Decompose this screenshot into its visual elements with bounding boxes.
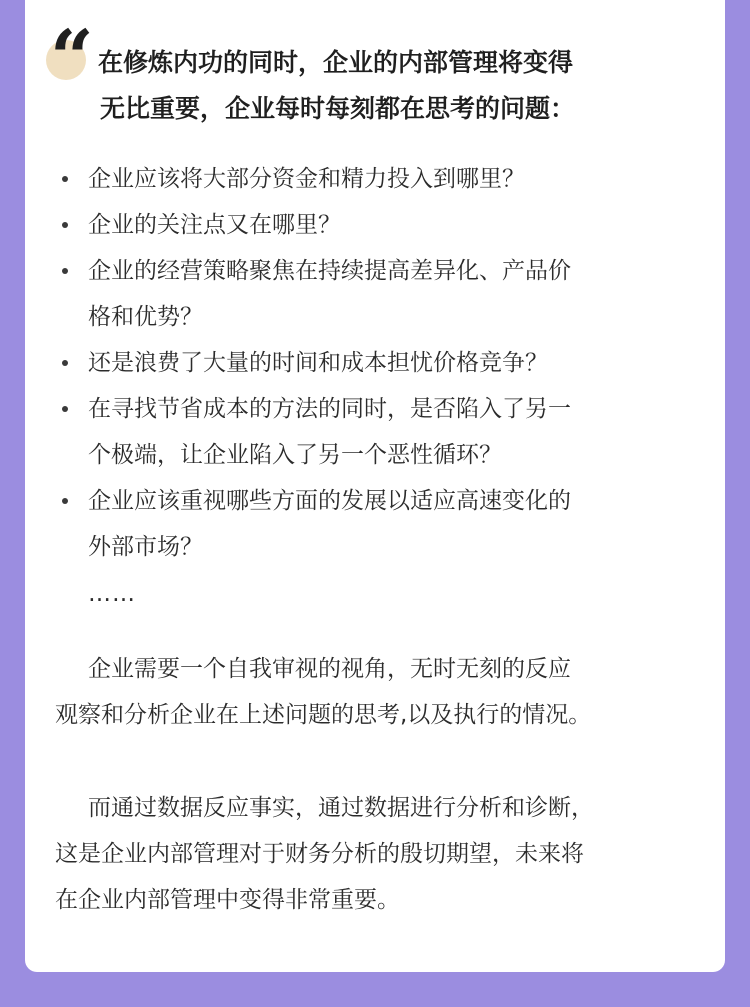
question-text-continued: 格和优势？ [88, 304, 203, 330]
paragraph-line: 观察和分析企业在上述问题的思考,以及执行的情况。 [55, 702, 592, 728]
paragraph-2 [55, 785, 705, 923]
paragraph-line: 这是企业内部管理对于财务分析的殷切期望，未来将 [55, 841, 584, 867]
question-text: 企业的关注点又在哪里？ [88, 212, 341, 238]
question-item [58, 202, 698, 248]
question-item [58, 248, 698, 340]
bullet-dot-icon [62, 176, 68, 182]
question-text: 在寻找节省成本的方法的同时，是否陷入了另一 [88, 396, 571, 422]
bullet-dot-icon [62, 268, 68, 274]
question-text-continued: 外部市场？ [88, 534, 203, 560]
question-text: 企业应该将大部分资金和精力投入到哪里？ [88, 166, 525, 192]
question-text: 企业应该重视哪些方面的发展以适应高速变化的 [88, 488, 571, 514]
list-ellipsis: …… [88, 581, 136, 607]
bullet-dot-icon [62, 498, 68, 504]
paragraph-1 [55, 646, 705, 738]
question-item [58, 386, 698, 478]
heading-line-2: 无比重要，企业每时每刻都在思考的问题： [100, 94, 576, 123]
bullet-dot-icon [62, 360, 68, 366]
quote-icon-glyph: “ [50, 13, 94, 102]
paragraph-line: 企业需要一个自我审视的视角，无时无刻的反应 [88, 656, 571, 682]
heading-line-1: 在修炼内功的同时，企业的内部管理将变得 [98, 48, 574, 77]
question-text: 企业的经营策略聚焦在持续提高差异化、产品价 [88, 258, 571, 284]
paragraph-line: 在企业内部管理中变得非常重要。 [55, 887, 400, 913]
quote-icon [46, 13, 94, 102]
question-item [58, 340, 698, 386]
paragraph-line: 而通过数据反应事实，通过数据进行分析和诊断， [88, 795, 594, 821]
question-text: 还是浪费了大量的时间和成本担忧价格竞争？ [88, 350, 548, 376]
question-list [58, 156, 698, 570]
heading [98, 40, 698, 132]
bullet-dot-icon [62, 406, 68, 412]
bullet-dot-icon [62, 222, 68, 228]
question-text-continued: 个极端，让企业陷入了另一个恶性循环？ [88, 442, 502, 468]
question-item [58, 478, 698, 570]
question-item [58, 156, 698, 202]
